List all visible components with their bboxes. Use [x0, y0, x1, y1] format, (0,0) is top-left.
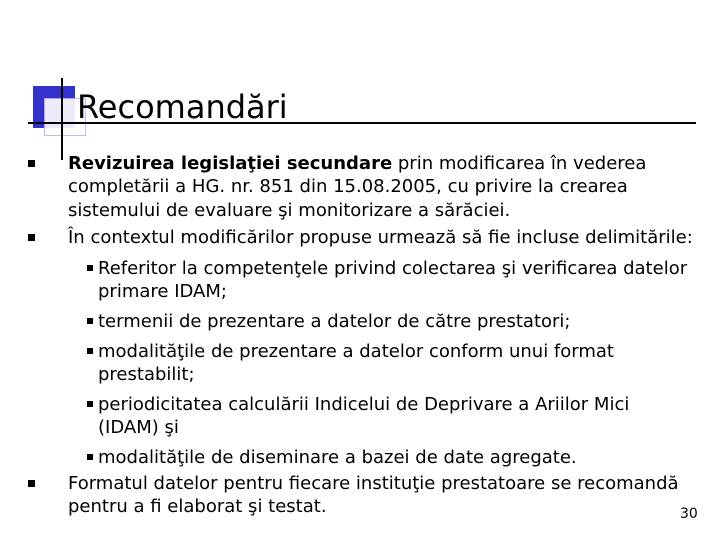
- sub-list-item: [98, 340, 693, 387]
- sub-item-text: termenii de prezentare a datelor de către prestatori;: [98, 311, 571, 332]
- list-item: [68, 152, 693, 222]
- list-item: [68, 226, 693, 249]
- sub-list-item: [98, 257, 693, 304]
- bullet-square-icon: [28, 160, 35, 167]
- sub-list-item: [98, 393, 693, 440]
- bullet-square-icon: [87, 454, 93, 460]
- bullet-square-icon: [87, 401, 93, 407]
- bullet-square-icon: [87, 265, 93, 271]
- sub-list-item: [98, 446, 693, 469]
- sub-item-text: Referitor la competenţele privind colectarea şi verificarea datelor primare IDAM;: [98, 258, 688, 303]
- decor-vertical-rule: [61, 78, 63, 160]
- bullet-square-icon: [87, 348, 93, 354]
- item-text: În contextul modificărilor propuse urmează să fie incluse delimitările:: [68, 227, 693, 248]
- bullet-square-icon: [28, 480, 35, 487]
- list-item: [68, 472, 693, 519]
- item-text: Formatul datelor pentru fiecare instituţie prestatoare se recomandă pentru a fi elaborat şi testat.: [68, 473, 679, 518]
- sub-item-text: periodicitatea calculării Indicelui de Deprivare a Ariilor Mici (IDAM) şi: [98, 394, 630, 439]
- bullet-square-icon: [87, 318, 93, 324]
- item-text: prin modificarea în vederea completării a HG. nr. 851 din 15.08.2005, cu privire la crearea sistemului de evaluare şi monitorizare a sărăciei.: [68, 153, 647, 221]
- page-number: 30: [680, 506, 698, 522]
- slide-title: Recomandări: [77, 88, 288, 126]
- bullet-square-icon: [28, 234, 35, 241]
- sub-item-text: modalităţile de diseminare a bazei de date agregate.: [98, 447, 577, 468]
- sub-list-item: [98, 310, 693, 333]
- item-bold-lead: Revizuirea legislaţiei secundare: [68, 153, 393, 174]
- sub-item-text: modalităţile de prezentare a datelor conform unui format prestabilit;: [98, 341, 614, 386]
